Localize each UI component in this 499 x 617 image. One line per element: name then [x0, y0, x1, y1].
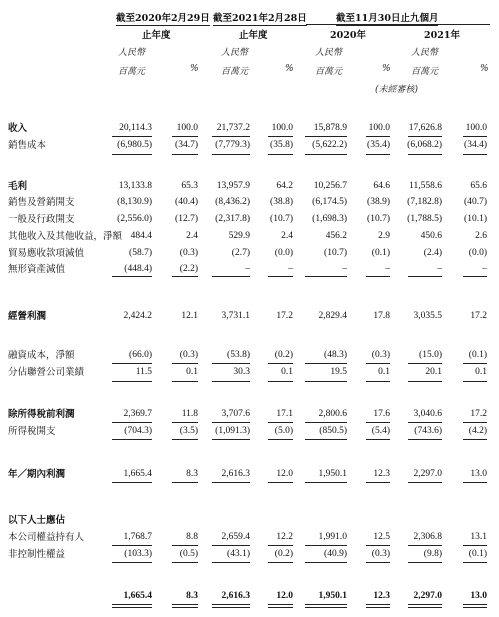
subtotal-rule: [268, 154, 293, 155]
row-value: 17.6: [373, 409, 390, 419]
subtotal-rule: [366, 439, 390, 440]
subtotal-rule: [408, 381, 442, 382]
row-value: (0.2): [274, 350, 293, 360]
percent-label-1: %: [190, 64, 199, 74]
row-value: (34.4): [464, 140, 487, 150]
row-value: (0.0): [468, 248, 487, 258]
table-row: [0, 425, 499, 438]
row-value: 2.6: [475, 231, 487, 241]
row-value: 100.0: [368, 123, 390, 133]
row-label: 銷售及營銷開支: [8, 197, 75, 208]
subtotal-rule: [112, 422, 152, 423]
subtotal-rule: [463, 439, 487, 440]
row-label: 貿易應收款項減值: [8, 248, 85, 259]
subtotal-rule: [112, 545, 152, 546]
subtotal-rule: [305, 482, 347, 483]
subtotal-rule: [366, 562, 390, 563]
row-value: (10.7): [324, 248, 347, 258]
subtotal-rule: [212, 562, 250, 563]
row-value: (1,698.3): [312, 214, 347, 224]
subtotal-rule: [172, 422, 198, 423]
subtotal-rule: [305, 422, 347, 423]
subtotal-rule: [172, 439, 198, 440]
row-value: (0.2): [274, 549, 293, 559]
row-value: (103.3): [124, 549, 152, 559]
row-label: 分佔聯營公司業績: [8, 367, 85, 378]
row-value: 2,297.0: [413, 469, 442, 479]
subtotal-rule: [112, 136, 152, 137]
row-value: (35.4): [367, 140, 390, 150]
subtotal-rule: [463, 276, 487, 277]
year-label-2020: 2020年: [330, 30, 366, 41]
row-value: 8.3: [186, 591, 198, 601]
million-label-2: 百萬元: [221, 67, 249, 77]
row-value: (7,779.3): [215, 140, 250, 150]
subtotal-rule: [172, 482, 198, 483]
row-value: 65.3: [181, 181, 198, 191]
row-value: 11,558.6: [409, 181, 442, 191]
row-label: 收入: [8, 123, 28, 134]
row-value: 0.1: [378, 367, 390, 377]
row-value: 17.2: [470, 311, 487, 321]
row-value: 2,616.3: [221, 469, 250, 479]
row-value: 1,665.4: [123, 469, 152, 479]
row-value: 3,040.6: [413, 409, 442, 419]
subtotal-rule: [366, 482, 390, 483]
currency-label-3: 人民幣: [315, 48, 343, 58]
row-label: 毛利: [8, 181, 28, 192]
row-value: (0.3): [371, 350, 390, 360]
table-row: [0, 531, 499, 544]
subtotal-rule: [463, 545, 487, 546]
row-value: 2.4: [186, 231, 198, 241]
row-value: 11.8: [181, 409, 198, 419]
row-value: (7,182.8): [407, 197, 442, 207]
row-value: (850.5): [319, 426, 347, 436]
table-row: [0, 247, 499, 260]
row-label: 本公司權益持有人: [8, 532, 85, 543]
row-value: (34.7): [175, 140, 198, 150]
row-value: (6,068.2): [407, 140, 442, 150]
subtotal-rule: [463, 482, 487, 483]
subtotal-rule: [463, 562, 487, 563]
million-label-1: 百萬元: [118, 67, 146, 77]
row-value: 12.5: [373, 532, 390, 542]
row-label: 無形資產減值: [8, 264, 66, 275]
row-value: 15,878.9: [313, 123, 347, 133]
row-label: 非控制性權益: [8, 549, 66, 560]
subtotal-rule: [366, 545, 390, 546]
subtotal-rule: [212, 422, 250, 423]
row-value: 12.2: [276, 532, 293, 542]
table-row: [0, 139, 499, 152]
row-label: 所得稅開支: [8, 426, 56, 437]
row-value: (0.3): [371, 549, 390, 559]
row-value: 1,950.1: [318, 591, 347, 601]
row-value: 0.1: [475, 367, 487, 377]
total-double-rule: [463, 604, 487, 608]
header-rule-nine-months: [306, 24, 490, 25]
subtotal-rule: [172, 154, 198, 155]
row-value: –: [288, 264, 293, 274]
subtotal-rule: [305, 439, 347, 440]
subtotal-rule: [305, 363, 347, 364]
row-value: (8,436.2): [215, 197, 250, 207]
row-value: 12.3: [373, 591, 390, 601]
subtotal-rule: [172, 545, 198, 546]
table-row: [0, 349, 499, 362]
row-value: 1,991.0: [318, 532, 347, 542]
row-value: (10.1): [464, 214, 487, 224]
percent-label-2: %: [285, 64, 294, 74]
row-value: (448.4): [124, 264, 152, 274]
row-value: (0.1): [371, 248, 390, 258]
row-value: 65.6: [470, 181, 487, 191]
row-value: 3,707.6: [221, 409, 250, 419]
row-value: –: [342, 264, 347, 274]
row-value: 2,306.8: [413, 532, 442, 542]
subtotal-rule: [408, 154, 442, 155]
row-value: (704.3): [124, 426, 152, 436]
row-value: 20.1: [425, 367, 442, 377]
period-header-fy2021: 截至2021年2月28日: [213, 10, 307, 26]
subtotal-rule: [463, 136, 487, 137]
total-double-rule: [366, 604, 390, 608]
subtotal-rule: [408, 422, 442, 423]
total-double-rule: [305, 604, 347, 608]
row-value: (743.6): [414, 426, 442, 436]
subtotal-rule: [408, 439, 442, 440]
row-value: 11.5: [135, 367, 152, 377]
year-label-2021: 2021年: [424, 30, 460, 41]
percent-label-3: %: [382, 64, 391, 74]
subtotal-rule: [366, 276, 390, 277]
row-value: 0.1: [281, 367, 293, 377]
subtotal-rule: [112, 381, 152, 382]
row-value: 17.8: [373, 311, 390, 321]
subtotal-rule: [366, 154, 390, 155]
row-value: (66.0): [129, 350, 152, 360]
subtotal-rule: [268, 276, 293, 277]
subtotal-rule: [305, 136, 347, 137]
row-value: 8.8: [186, 532, 198, 542]
row-value: 30.3: [233, 367, 250, 377]
subtotal-rule: [112, 482, 152, 483]
table-row: [0, 122, 499, 135]
row-value: 20,114.3: [119, 123, 152, 133]
row-value: 2.9: [378, 231, 390, 241]
unaudited-label: (未經審核): [375, 85, 419, 95]
subtotal-rule: [268, 439, 293, 440]
table-row: [0, 590, 499, 603]
row-value: 12.0: [276, 591, 293, 601]
row-value: 10,256.7: [313, 181, 347, 191]
row-value: (1,788.5): [407, 214, 442, 224]
subtotal-rule: [366, 363, 390, 364]
table-row: [0, 366, 499, 379]
row-value: 2.4: [281, 231, 293, 241]
subtotal-rule: [268, 422, 293, 423]
row-label: 一般及行政開支: [8, 214, 75, 225]
million-label-4: 百萬元: [411, 67, 439, 77]
subtotal-rule: [408, 136, 442, 137]
subtotal-rule: [268, 562, 293, 563]
subtotal-rule: [212, 545, 250, 546]
row-value: 12.3: [373, 469, 390, 479]
row-value: (40.7): [464, 197, 487, 207]
row-label: 年／期內利潤: [8, 469, 66, 480]
table-row: [0, 468, 499, 481]
row-value: (2.4): [423, 248, 442, 258]
row-label: 以下人士應佔: [8, 515, 66, 526]
subtotal-rule: [268, 381, 293, 382]
row-label: 融資成本，淨額: [8, 350, 75, 361]
row-value: –: [245, 264, 250, 274]
total-double-rule: [212, 604, 250, 608]
row-value: 484.4: [130, 231, 152, 241]
row-value: 1,768.7: [123, 532, 152, 542]
row-value: 456.2: [325, 231, 347, 241]
row-value: (0.0): [274, 248, 293, 258]
row-value: (6,174.5): [312, 197, 347, 207]
subtotal-rule: [268, 482, 293, 483]
row-value: (15.0): [419, 350, 442, 360]
table-row: [0, 310, 499, 323]
row-value: (1,091.3): [215, 426, 250, 436]
subtotal-rule: [463, 381, 487, 382]
table-row: [0, 180, 499, 193]
row-value: 100.0: [176, 123, 198, 133]
row-value: 3,731.1: [221, 311, 250, 321]
table-row: [0, 514, 499, 527]
subtotal-rule: [305, 276, 347, 277]
total-double-rule: [408, 604, 442, 608]
subtotal-rule: [366, 381, 390, 382]
subtotal-rule: [463, 422, 487, 423]
row-value: 13,133.8: [118, 181, 152, 191]
period-header-fy2020: 截至2020年2月29日: [116, 10, 210, 26]
row-label: 經營利潤: [8, 311, 47, 322]
row-value: 64.6: [373, 181, 390, 191]
row-value: 2,297.0: [413, 591, 442, 601]
subtotal-rule: [268, 136, 293, 137]
subtotal-rule: [212, 276, 250, 277]
row-value: (2.2): [179, 264, 198, 274]
row-value: 2,616.3: [221, 591, 250, 601]
subtotal-rule: [112, 363, 152, 364]
row-value: –: [437, 264, 442, 274]
subtotal-rule: [212, 363, 250, 364]
row-value: (5.0): [274, 426, 293, 436]
row-value: 12.1: [181, 311, 198, 321]
row-value: 529.9: [228, 231, 250, 241]
table-row: [0, 263, 499, 276]
row-value: (48.3): [324, 350, 347, 360]
percent-label-4: %: [480, 64, 489, 74]
row-value: 2,424.2: [123, 311, 152, 321]
row-value: (38.8): [270, 197, 293, 207]
row-value: (5,622.2): [312, 140, 347, 150]
subtotal-rule: [172, 381, 198, 382]
subtotal-rule: [268, 545, 293, 546]
row-value: 21,737.2: [216, 123, 250, 133]
subtotal-rule: [172, 276, 198, 277]
subtotal-rule: [463, 154, 487, 155]
row-value: 450.6: [420, 231, 442, 241]
row-value: 17.1: [276, 409, 293, 419]
subtotal-rule: [408, 482, 442, 483]
total-double-rule: [112, 604, 152, 608]
total-double-rule: [172, 604, 198, 608]
subtotal-rule: [408, 545, 442, 546]
subtotal-rule: [305, 545, 347, 546]
subtotal-rule: [305, 381, 347, 382]
row-value: 17,626.8: [408, 123, 442, 133]
row-value: 2,659.4: [221, 532, 250, 542]
row-value: (3.5): [179, 426, 198, 436]
subtotal-rule: [463, 363, 487, 364]
subtotal-rule: [268, 363, 293, 364]
row-value: 2,829.4: [318, 311, 347, 321]
row-value: 1,665.4: [123, 591, 152, 601]
currency-label-1: 人民幣: [118, 48, 146, 58]
row-value: –: [482, 264, 487, 274]
subtotal-rule: [212, 381, 250, 382]
row-value: 13.0: [470, 591, 487, 601]
row-value: (2.7): [231, 248, 250, 258]
row-label: 其他收入及其他收益，淨額: [8, 231, 123, 242]
subtotal-rule: [408, 276, 442, 277]
currency-label-2: 人民幣: [221, 48, 249, 58]
row-value: 2,369.7: [123, 409, 152, 419]
row-value: 13.1: [470, 532, 487, 542]
row-label: 銷售成本: [8, 140, 47, 151]
row-value: 12.0: [276, 469, 293, 479]
row-value: (0.3): [179, 350, 198, 360]
row-value: (9.8): [423, 549, 442, 559]
row-value: (40.9): [324, 549, 347, 559]
row-value: 13.0: [470, 469, 487, 479]
subtotal-rule: [172, 363, 198, 364]
row-value: (0.5): [179, 549, 198, 559]
row-value: (2,317.8): [215, 214, 250, 224]
row-value: (40.4): [175, 197, 198, 207]
row-value: (38.9): [367, 197, 390, 207]
subtotal-rule: [112, 154, 152, 155]
row-value: 64.2: [276, 181, 293, 191]
table-row: [0, 230, 499, 243]
row-value: 100.0: [271, 123, 293, 133]
table-row: [0, 408, 499, 421]
subtotal-rule: [212, 136, 250, 137]
row-value: –: [385, 264, 390, 274]
row-value: (4.2): [468, 426, 487, 436]
row-value: (43.1): [227, 549, 250, 559]
subtotal-rule: [408, 562, 442, 563]
row-value: (58.7): [129, 248, 152, 258]
row-value: (0.1): [468, 350, 487, 360]
subtotal-rule: [212, 439, 250, 440]
million-label-3: 百萬元: [315, 67, 343, 77]
subtotal-rule: [172, 136, 198, 137]
row-value: 17.2: [470, 409, 487, 419]
row-value: 13,957.9: [216, 181, 250, 191]
row-value: 1,950.1: [318, 469, 347, 479]
row-value: (2,556.0): [117, 214, 152, 224]
table-row: [0, 213, 499, 226]
row-value: 100.0: [465, 123, 487, 133]
row-value: (10.7): [367, 214, 390, 224]
period-header-nine-months: 截至11月30日止九個月: [336, 10, 438, 26]
row-value: 2,800.6: [318, 409, 347, 419]
subtotal-rule: [212, 154, 250, 155]
row-value: (35.8): [270, 140, 293, 150]
subtotal-rule: [212, 482, 250, 483]
row-value: 17.2: [276, 311, 293, 321]
subtotal-rule: [112, 439, 152, 440]
table-row: [0, 548, 499, 561]
row-value: 19.5: [330, 367, 347, 377]
year-label-fy2021: 止年度: [239, 30, 268, 41]
table-row: [0, 196, 499, 209]
subtotal-rule: [305, 154, 347, 155]
subtotal-rule: [112, 276, 152, 277]
subtotal-rule: [112, 562, 152, 563]
row-value: (0.1): [468, 549, 487, 559]
currency-label-4: 人民幣: [411, 48, 439, 58]
subtotal-rule: [172, 562, 198, 563]
row-value: (10.7): [270, 214, 293, 224]
row-value: (12.7): [175, 214, 198, 224]
row-value: 0.1: [186, 367, 198, 377]
row-value: (5.4): [371, 426, 390, 436]
row-value: (6,980.5): [117, 140, 152, 150]
total-double-rule: [268, 604, 293, 608]
row-label: 除所得稅前利潤: [8, 409, 75, 420]
subtotal-rule: [366, 136, 390, 137]
row-value: (8,130.9): [117, 197, 152, 207]
subtotal-rule: [408, 363, 442, 364]
row-value: (0.3): [179, 248, 198, 258]
row-value: (53.8): [227, 350, 250, 360]
row-value: 3,035.5: [413, 311, 442, 321]
subtotal-rule: [305, 562, 347, 563]
year-label-fy2020: 止年度: [142, 30, 171, 41]
row-value: 8.3: [186, 469, 198, 479]
subtotal-rule: [366, 422, 390, 423]
